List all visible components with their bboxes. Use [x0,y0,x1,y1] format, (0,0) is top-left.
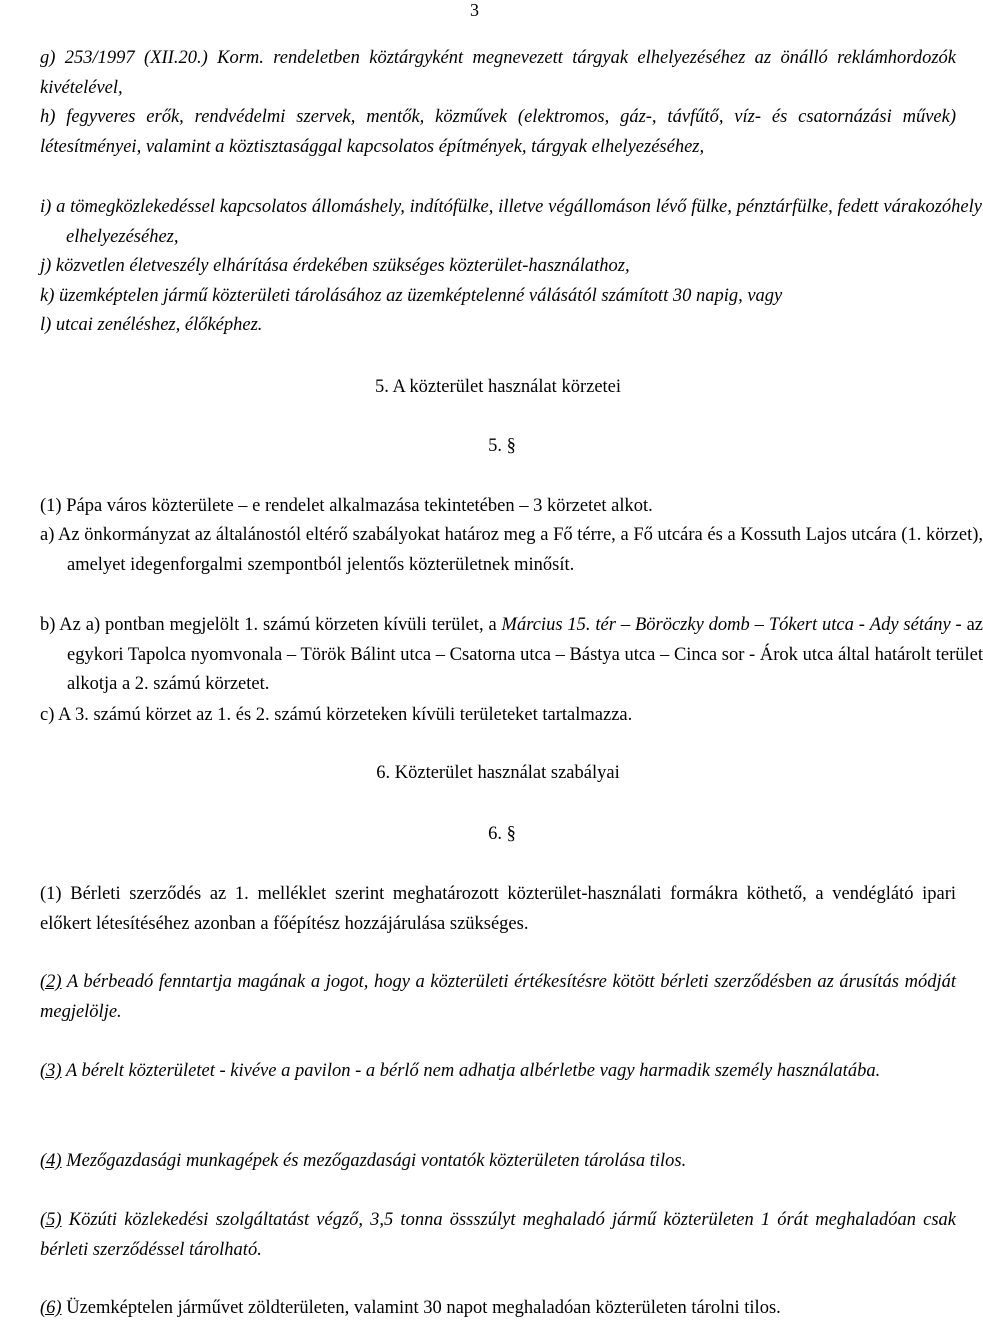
paragraph-5-text: Közúti közlekedési szolgáltatást végző, 3,5 tonna össszúlyt meghaladó jármű közterületen 1 órát meghaladóan csak bérleti szerződéssel tárolható. [40,1210,957,1260]
section-5-para-sign: 5. § [488,436,516,456]
point-a-text: Az önkormányzat az általánostól eltérő szabályokat határoz meg a Fő térre, a Fő utcára és a Kossuth Lajos utcára (1. körzet), amelyet idegenforgalmi szempontból jelentős közterületnek minősít. [58,525,983,575]
paragraph-6-text: Üzemképtelen járművet zöldterületen, valamint 30 napot meghaladóan közterületen tárolni tilos. [66,1298,781,1318]
section-5-point-a [40,521,983,580]
list-item-k: k) üzemképtelen jármű közterületi tárolásához az üzemképtelenné válásától számított 30 napig, vagy [40,286,783,306]
point-b-place-boroczky: Böröczky domb [634,615,750,635]
paragraph-4-number: (4) [40,1151,62,1171]
list-item-j: j) közvetlen életveszély elhárítása érdekében szükséges közterület-használathoz, [40,256,630,276]
point-b-place-tokert: Tókert utca [768,615,854,635]
paragraph-3-number: (3) [40,1061,62,1081]
paragraph-2-text: A bérbeadó fenntartja magának a jogot, hogy a közterületi értékesítésre kötött bérleti szerződésben az árusítás módját megjelölje. [40,972,956,1022]
point-c-label: c) [40,705,55,725]
section-5-point-b [40,611,983,700]
section-6-paragraph-1 [40,880,956,939]
point-b-text-2: - az egykori Tapolca nyomvonala – Török Bálint utca – Csatorna utca – Bástya utca – Cinca sor - Árok utca által határolt terület alkotja a 2. számú körzetet. [67,615,983,694]
paragraph-1-text: Bérleti szerződés az 1. melléklet szerint meghatározott közterület-használati formákra köthető, a vendéglátó ipari előkert létesítéséhez azonban a főépítész hozzájárulása szükséges. [40,884,957,934]
page-number: 3 [470,0,479,20]
point-b-dash-3: - [853,615,870,635]
list-item-g: g) 253/1997 (XII.20.) Korm. rendeletben köztárgyként megnevezett tárgyak elhelyezéséhez az önálló reklámhordozók kivételével, [40,48,956,98]
section-5-paragraph-1: (1) Pápa város közterülete – e rendelet alkalmazása tekintetében – 3 körzetet alkot. [40,496,653,516]
section-6-paragraph-2 [40,968,956,1027]
paragraph-2-number: (2) [40,972,62,992]
section-6-heading: 6. Közterület használat szabályai [376,763,620,783]
point-b-text-1: Az a) pontban megjelölt 1. számú körzeten kívüli terület, a [59,615,502,635]
section-6-paragraph-3 [40,1057,956,1087]
section-5-point-c [40,701,956,731]
list-item-i: i) a tömegközlekedéssel kapcsolatos állomáshely, indítófülke, illetve végállomáson lévő fülke, pénztárfülke, fedett várakozóhely elhelyezéséhez, [40,197,982,247]
section-6-para-sign: 6. § [488,824,516,844]
section-6-paragraph-5 [40,1206,956,1265]
paragraph-6-number: (6) [40,1298,62,1318]
paragraph-5-number: (5) [40,1210,62,1230]
point-b-dash-2: – [749,615,769,635]
section-5-heading: 5. A közterület használat körzetei [374,377,622,397]
section-6-paragraph-4 [40,1147,956,1177]
paragraph-4-text: Mezőgazdasági munkagépek és mezőgazdasági vontatók közterületen tárolása tilos. [66,1151,687,1171]
point-a-label: a) [40,525,55,545]
point-b-place-marcius: Március 15. tér [501,615,616,635]
point-b-place-ady: Ady sétány [869,615,951,635]
paragraph-3-text: A bérelt közterületet - kivéve a pavilon - a bérlő nem adhatja albérletbe vagy harmadik személy használatába. [65,1061,881,1081]
point-b-dash-1: – [615,615,635,635]
paragraph-1-number: (1) [40,884,62,904]
point-c-text: A 3. számú körzet az 1. és 2. számú körzeteken kívüli területeket tartalmazza. [57,705,633,725]
list-item-l: l) utcai zenéléshez, élőképhez. [40,315,263,335]
point-b-label: b) [40,615,56,635]
list-item-h: h) fegyveres erők, rendvédelmi szervek, mentők, közművek (elektromos, gáz-, távfűtő, víz- és csatornázási művek) létesítményei, valamint a köztisztasággal kapcsolatos építmények, tárgyak elhelyezéséhez, [40,107,956,157]
section-6-paragraph-6 [40,1294,956,1324]
